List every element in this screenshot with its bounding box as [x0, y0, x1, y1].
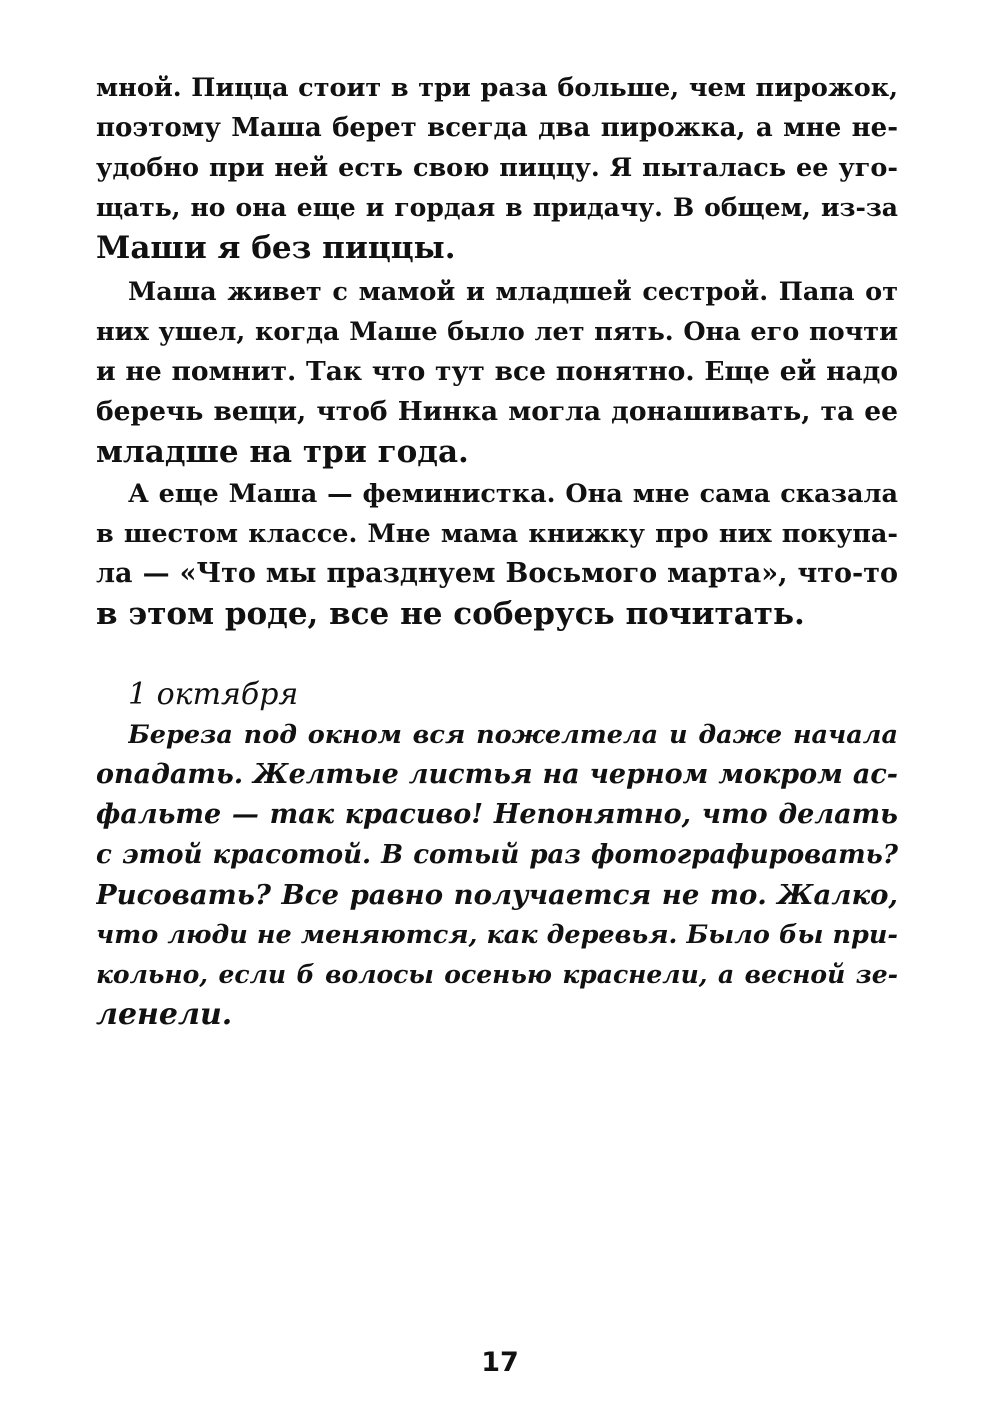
diary-entry-line-6: что люди не меняются, как деревья. Было бы при- [96, 920, 898, 950]
paragraph-2-line-4: беречь вещи, чтоб Нинка могла донашивать, та ее [96, 396, 898, 427]
paragraph-2-line-5: младше на три года. [96, 434, 469, 470]
paragraph-2-line-1: Маша живет с мамой и младшей сестрой. Папа от [128, 277, 898, 307]
paragraph-3-line-2: в шестом классе. Мне мама книжку про них покупа- [96, 519, 898, 549]
diary-entry-line-1: Береза под окном вся пожелтела и даже начала [128, 720, 898, 750]
diary-entry-line-7: кольно, если б волосы осенью краснели, а весной зе- [96, 960, 898, 989]
page-number: 17 [481, 1347, 519, 1378]
paragraph-3-line-3: ла — «Что мы празднуем Восьмого марта», что-то [96, 558, 898, 589]
paragraph-2-line-2: них ушел, когда Маше было лет пять. Она его почти [96, 317, 898, 347]
paragraph-2-line-3: и не помнит. Так что тут все понятно. Еще ей надо [96, 356, 898, 387]
paragraph-1-line-4: щать, но она еще и гордая в придачу. В общем, из-за [96, 193, 898, 222]
paragraph-1-line-1: мной. Пицца стоит в три раза больше, чем пирожок, [96, 73, 898, 103]
paragraph-1-line-3: удобно при ней есть свою пиццу. Я пыталась ее уго- [96, 153, 898, 183]
diary-entry-line-4: с этой красотой. В сотый раз фотографировать? [96, 840, 898, 870]
diary-entry-line-2: опадать. Желтые листья на черном мокром ас- [96, 759, 898, 790]
paragraph-3-line-4: в этом роде, все не соберусь почитать. [96, 596, 805, 632]
paragraph-1-line-5: Маши я без пиццы. [96, 230, 456, 266]
diary-entry-line-5: Рисовать? Все равно получается не то. Жалко, [96, 879, 898, 911]
diary-entry-date: 1 октября [128, 677, 299, 712]
paragraph-1-line-2: поэтому Маша берет всегда два пирожка, а мне не- [96, 113, 898, 143]
paragraph-3-line-1: А еще Маша — феминистка. Она мне сама сказала [128, 479, 898, 509]
diary-entry-line-8: ленели. [96, 997, 233, 1032]
diary-entry-line-3: фальте — так красиво! Непонятно, что делать [96, 799, 898, 830]
